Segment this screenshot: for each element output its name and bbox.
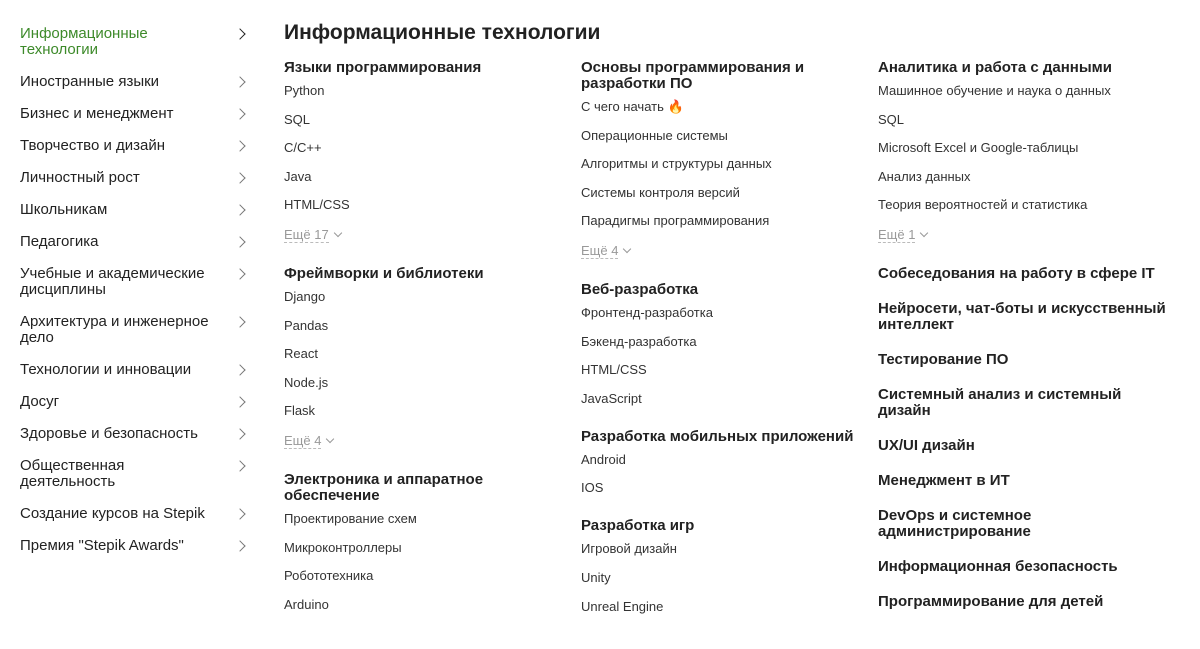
category-heading-link[interactable]: Собеседования на работу в сфере IT (878, 264, 1155, 282)
sidebar-item-creativity[interactable] (20, 138, 252, 154)
show-more-button[interactable] (284, 227, 341, 243)
sidebar-item-label: Общественная деятельность (20, 457, 125, 490)
chevron-right-icon (234, 268, 245, 279)
chevron-down-icon (326, 435, 334, 443)
subcategory-link[interactable]: Бэкенд-разработка (581, 333, 697, 349)
sidebar-item-business[interactable] (20, 106, 252, 122)
subcategory-link[interactable]: Node.js (284, 374, 329, 390)
subcategory-link[interactable]: Операционные системы (581, 127, 728, 143)
sidebar-item-pedagogy[interactable] (20, 234, 252, 250)
page-title: Информационные технологии (284, 21, 601, 44)
sidebar-item-label: Иностранные языки (20, 73, 160, 90)
subcategory-link[interactable]: Анализ данных (878, 168, 971, 184)
subcategory-link[interactable]: Arduino (284, 596, 329, 612)
subcategory-link[interactable]: Машинное обучение и наука о данных (878, 83, 1111, 98)
show-more-label: Ещё 4 (284, 432, 322, 448)
sidebar-item-academic[interactable] (20, 266, 252, 298)
sidebar-item-label: Педагогика (20, 233, 99, 250)
group-frameworks (284, 266, 559, 450)
category-heading-link[interactable]: Нейросети, чат-боты и искусственный интеллект (878, 299, 1166, 333)
subcategory-link[interactable]: Парадигмы программирования (581, 213, 770, 229)
show-more-button[interactable] (581, 243, 630, 259)
sidebar-item-label: Досуг (20, 393, 60, 410)
sidebar-item-label: Школьникам (20, 201, 108, 218)
chevron-right-icon (234, 140, 245, 151)
group-languages (284, 60, 559, 244)
category-heading-link[interactable]: Программирование для детей (878, 592, 1104, 610)
chevron-right-icon (234, 28, 245, 39)
category-heading-link[interactable]: Менеджмент в ИТ (878, 471, 1010, 489)
sidebar-item-languages[interactable] (20, 74, 252, 90)
chevron-down-icon (920, 229, 928, 237)
sidebar-item-create-courses[interactable] (20, 506, 252, 522)
sidebar-item-health[interactable] (20, 426, 252, 442)
subcategory-link[interactable]: Java (284, 168, 312, 184)
sidebar-item-technology[interactable] (20, 362, 252, 378)
chevron-down-icon (333, 229, 341, 237)
category-heading-link[interactable]: Тестирование ПО (878, 350, 1009, 368)
chevron-right-icon (234, 364, 245, 375)
sidebar-item-label: Создание курсов на Stepik (20, 505, 205, 522)
chevron-right-icon (234, 108, 245, 119)
subcategory-link[interactable]: Python (284, 83, 325, 98)
group-title[interactable]: Разработка мобильных приложений (581, 427, 854, 445)
sidebar-item-label: Технологии и инновации (20, 361, 192, 378)
show-more-button[interactable] (284, 433, 333, 449)
show-more-button[interactable] (878, 227, 927, 243)
subcategory-link[interactable]: SQL (878, 111, 905, 127)
chevron-right-icon (234, 540, 245, 551)
subcategory-link[interactable]: Алгоритмы и структуры данных (581, 156, 772, 172)
subcategory-link[interactable]: Pandas (284, 317, 329, 333)
group-title[interactable]: Веб-разработка (581, 280, 699, 298)
category-heading-link[interactable]: UX/UI дизайн (878, 436, 975, 454)
subcategory-link[interactable]: IOS (581, 480, 604, 496)
group-web (581, 282, 856, 407)
category-heading-link[interactable]: DevOps и системное администрирование (878, 506, 1032, 540)
sidebar-item-label: Учебные и академические дисциплины (20, 265, 205, 298)
subcategory-link[interactable]: HTML/CSS (284, 197, 350, 213)
subcategory-link[interactable] (581, 99, 856, 115)
sidebar-item-label: Архитектура и инженерное дело (20, 313, 209, 346)
sidebar-item-personal-growth[interactable] (20, 170, 252, 186)
subcategory-link[interactable]: Unreal Engine (581, 598, 664, 614)
sidebar-item-label: Здоровье и безопасность (20, 425, 198, 442)
chevron-right-icon (234, 460, 245, 471)
subcategory-link[interactable]: Робототехника (284, 568, 374, 584)
subcategory-link[interactable]: Проектирование схем (284, 510, 417, 526)
chevron-right-icon (234, 76, 245, 87)
fire-icon: 🔥 (667, 99, 684, 114)
group-analytics (878, 60, 1178, 244)
column-1 (284, 60, 559, 635)
subcategory-link[interactable]: React (284, 346, 318, 362)
sidebar-item-it[interactable] (20, 26, 252, 58)
category-heading-link[interactable]: Системный анализ и системный дизайн (878, 385, 1122, 419)
sidebar-item-leisure[interactable] (20, 394, 252, 410)
column-2 (581, 60, 856, 637)
sidebar-item-awards[interactable] (20, 538, 252, 554)
subcategory-link[interactable]: Системы контроля версий (581, 184, 740, 200)
group-games (581, 518, 856, 614)
subcategory-link[interactable]: SQL (284, 111, 311, 127)
group-title[interactable]: Электроника и аппаратное обеспечение (284, 470, 484, 504)
group-title[interactable]: Основы программирования и разработки ПО (581, 59, 805, 92)
group-title[interactable]: Разработка игр (581, 517, 695, 535)
subcategory-link[interactable]: Unity (581, 569, 611, 585)
subcategory-link[interactable]: Фронтенд-разработка (581, 304, 713, 320)
column-3 (878, 60, 1178, 629)
show-more-label: Ещё 1 (878, 226, 916, 242)
subcategory-link[interactable]: Игровой дизайн (581, 541, 677, 557)
chevron-right-icon (234, 204, 245, 215)
sidebar-item-label: Творчество и дизайн (20, 137, 166, 154)
sidebar-item-schoolchildren[interactable] (20, 202, 252, 218)
chevron-right-icon (234, 428, 245, 439)
chevron-right-icon (234, 508, 245, 519)
subcategory-label: С чего начать (581, 99, 664, 114)
chevron-down-icon (623, 245, 631, 253)
subcategory-link[interactable]: Microsoft Excel и Google-таблицы (878, 140, 1079, 156)
group-basics (581, 60, 856, 260)
group-title[interactable]: Фреймворки и библиотеки (284, 264, 484, 282)
group-title[interactable]: Языки программирования (284, 59, 482, 76)
sidebar-item-label: Личностный рост (20, 169, 140, 186)
subcategory-link[interactable]: Микроконтроллеры (284, 539, 402, 555)
sidebar-item-label: Информационные технологии (20, 25, 148, 58)
subcategory-link[interactable]: Flask (284, 403, 316, 419)
subcategory-link[interactable]: Django (284, 288, 326, 304)
group-title[interactable]: Аналитика и работа с данными (878, 59, 1112, 76)
subcategory-link[interactable]: JavaScript (581, 390, 642, 406)
subcategory-link[interactable]: HTML/CSS (581, 362, 647, 378)
subcategory-link[interactable]: C/C++ (284, 140, 322, 156)
group-electronics (284, 472, 559, 613)
chevron-right-icon (234, 316, 245, 327)
sidebar-item-label: Бизнес и менеджмент (20, 105, 174, 122)
group-mobile (581, 429, 856, 497)
chevron-right-icon (234, 396, 245, 407)
sidebar-item-social[interactable] (20, 458, 252, 490)
show-more-label: Ещё 17 (284, 226, 329, 242)
sidebar-item-architecture[interactable] (20, 314, 252, 346)
category-heading-link[interactable]: Информационная безопасность (878, 557, 1118, 575)
subcategory-link[interactable]: Теория вероятностей и статистика (878, 197, 1088, 213)
sidebar-item-label: Премия "Stepik Awards" (20, 537, 184, 554)
chevron-right-icon (234, 172, 245, 183)
show-more-label: Ещё 4 (581, 242, 619, 258)
category-sidebar (20, 26, 252, 570)
chevron-right-icon (234, 236, 245, 247)
subcategory-link[interactable]: Android (581, 451, 626, 467)
